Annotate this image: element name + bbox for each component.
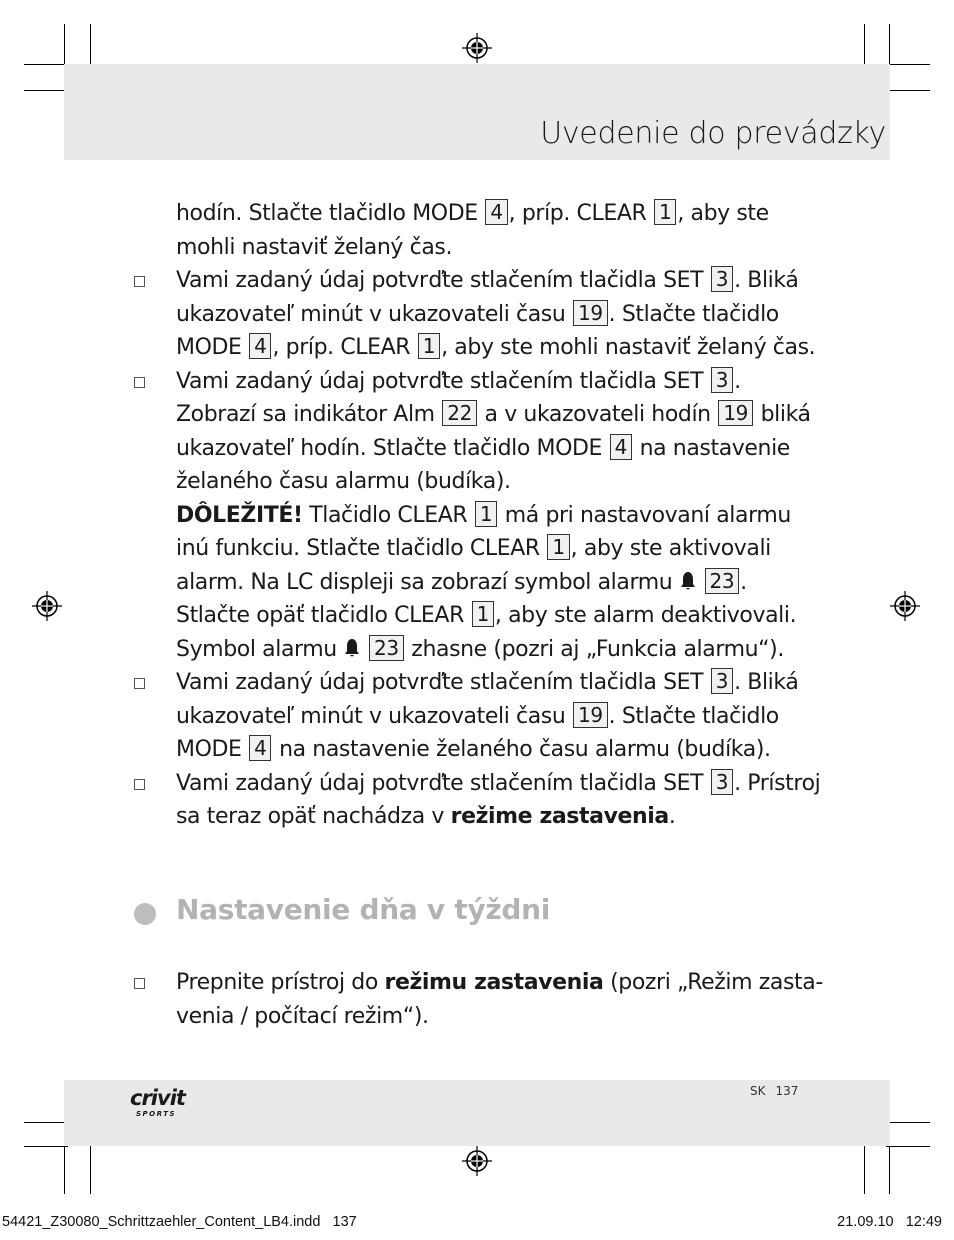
list-item: Vami zadaný údaj potvrďte stlačením tlačidla SET 3 . Bliká ukazovateľ minút v ukazovateli času 19 . Stlačte tlačidlo MODE 4 na nastavenie želaného času alarmu (budíka). [176,666,826,767]
language-code: SK [750,1084,766,1098]
crop-mark [886,1146,930,1147]
brand-logo [130,1086,200,1120]
crop-mark [24,90,68,91]
registration-mark-icon [890,591,920,621]
ref-number: 22 [442,400,477,426]
ref-number: 4 [610,434,632,460]
ref-number: 4 [485,199,507,225]
crop-mark [886,90,930,91]
bold-term: režime zastavenia [450,804,669,829]
ref-number: 1 [654,199,676,225]
crop-mark [24,1122,68,1123]
bullet-square-icon [134,978,145,989]
ref-number: 3 [711,668,733,694]
crop-mark [24,64,68,65]
ref-number: 4 [249,333,271,359]
ref-number: 3 [711,367,733,393]
ref-number: 19 [718,400,753,426]
brand-sub: SPORTS [136,1110,177,1118]
bell-icon [343,638,361,658]
section-bullet-icon [134,903,156,925]
print-slug-file: 54421_Z30080_Schrittzaehler_Content_LB4.indd 137 [2,1214,357,1230]
registration-mark-icon [32,591,62,621]
ref-number: 3 [711,769,733,795]
main-content [176,197,826,834]
crop-mark [24,1146,68,1147]
important-label: DÔLEŽITÉ! [176,502,303,528]
list-item: Vami zadaný údaj potvrďte stlačením tlačidla SET 3 . Bliká ukazovateľ minút v ukazovateli času 19 . Stlačte tlačidlo MODE 4 , príp. CLEAR 1 , aby ste mohli nastaviť želaný čas. [176,264,826,365]
bullet-square-icon [134,779,145,790]
print-slug-date: 21.09.10 12:49 [837,1214,942,1230]
crop-mark [64,1142,65,1194]
list-item: Vami zadaný údaj potvrďte stlačením tlačidla SET 3 . Prístroj sa teraz opäť nachádza v režime zastavenia. [176,767,826,834]
ref-number: 23 [705,568,740,594]
page-title: Uvedenie do prevádzky [540,116,886,151]
ref-number: 19 [573,300,608,326]
crop-mark [889,1142,890,1194]
ref-number: 4 [249,735,271,761]
brand-name: crivit [130,1086,185,1110]
list-item: Vami zadaný údaj potvrďte stlačením tlačidla SET 3 . Zobrazí sa indikátor Alm 22 a v ukazovateli hodín 19 bliká ukazovateľ hodín. Stlačte tlačidlo MODE 4 na nastavenie želaného času alarmu (budíka). DÔLEŽITÉ! Tlačidlo CLEAR 1 má pri nastavovaní alarmu inú funkciu. Stlačte tlačidlo CLEAR 1 , aby ste aktivovali alarm. Na LC displeji sa zobrazí symbol alarmu 23 . Stlačte opäť tlačidlo CLEAR 1 , aby ste alarm deaktivovali. Symbol alarmu 23 zhasne (pozri aj „Funkcia alarmu“). [176,365,826,667]
page-number-value: 137 [775,1084,799,1098]
ref-number: 3 [711,266,733,292]
crop-mark [90,1142,91,1194]
bullet-square-icon [134,276,145,287]
crop-mark [886,64,930,65]
list-item: Prepnite prístroj do režimu zastavenia (pozri „Režim zasta-venia / počítací režim“). [176,966,826,1033]
section-title: Nastavenie dňa v týždni [176,893,551,926]
bullet-square-icon [134,377,145,388]
paragraph: hodín. Stlačte tlačidlo MODE 4 , príp. CLEAR 1 , aby ste mohli nastaviť želaný čas. [176,200,769,260]
ref-number: 1 [418,333,440,359]
ref-number: 19 [573,702,608,728]
section-heading [134,893,834,937]
bullet-square-icon [134,678,145,689]
crop-mark [886,1122,930,1123]
crop-mark [864,1142,865,1194]
ref-number: 1 [547,534,569,560]
registration-mark-icon [462,1146,492,1176]
ref-number: 1 [472,601,494,627]
section-content [176,966,826,1033]
bell-icon [679,571,697,591]
ref-number: 1 [475,501,497,527]
bold-term: režimu zastavenia [384,970,604,995]
page-number [750,1084,808,1098]
registration-mark-icon [462,33,492,63]
ref-number: 23 [369,635,404,661]
